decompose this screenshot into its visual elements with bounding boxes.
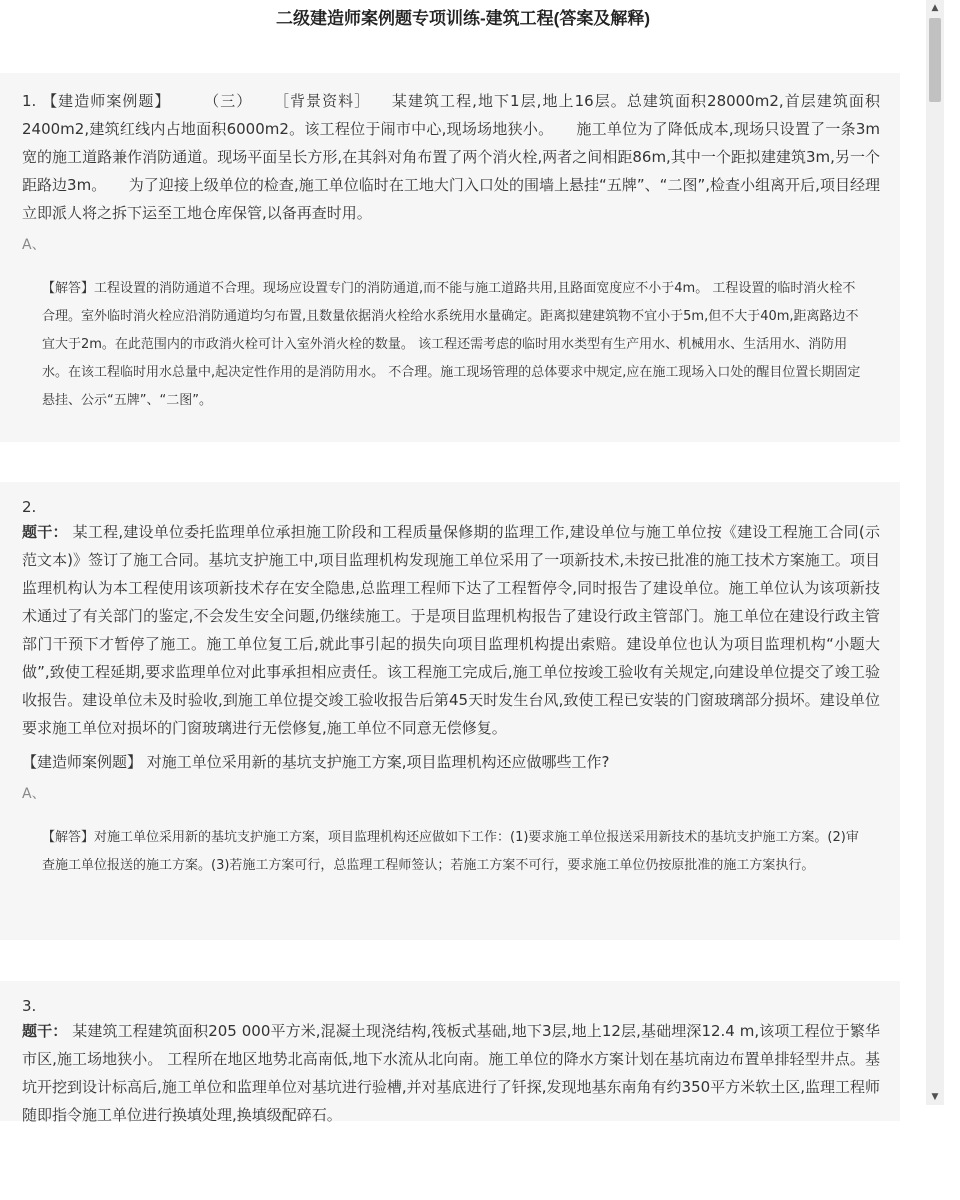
question-part: （三） [204,92,253,110]
answer-explanation: 【解答】工程设置的消防通道不合理。现场应设置专门的消防通道,而不能与施工道路共用,且路面宽度应不小于4m。 工程设置的临时消火栓不合理。室外临时消火栓应沿消防通道均匀布置,且数量依据消火栓给水系统用水量确定。距离拟建建筑物不宜小于5m,但不大于40m,距离路边不宜大于2m。在此范围内的市政消火栓可计入室外消火栓的数量。 该工程还需考虑的临时用水类型有生产用水、机械用水、生活用水、消防用水。在该工程临时用水总量中,起决定性作用的是消防用水。 不合理。施工现场管理的总体要求中规定,应在施工现场入口处的醒目位置长期固定悬挂、公示“五牌”、“二图”。 [42,281,861,408]
question-text: 某建筑工程,地下1层,地上16层。总建筑面积28000m2,首层建筑面积2400m2,建筑红线内占地面积6000m2。该工程位于闹市中心,现场场地狭小。 施工单位为了降低成本,现场只设置了一条3m宽的施工道路兼作消防通道。现场平面呈长方形,在其斜对角布置了两个消火栓,两者之间相距86m,其中一个距拟建建筑3m,另一个距路边3m。 为了迎接上级单位的检查,施工单位临时在工地大门入口处的围墙上悬挂“五牌”、“二图”,检查小组离开后,项目经理立即派人将之拆下运至工地仓库保管,以备再查时用。 [22,92,880,222]
question-tag: 【建造师案例题】 [42,92,171,110]
question-card-2 [0,482,900,940]
answer-option[interactable]: A、 [22,237,46,253]
background-label: ［背景资料］ [273,92,371,110]
stem-label: 题干： [22,1022,68,1040]
question-body [22,518,880,742]
question-card-1 [0,73,900,442]
scroll-up-arrow-icon[interactable]: ▲ [931,3,939,13]
answer-option[interactable]: A、 [22,786,46,802]
scroll-down-arrow-icon[interactable]: ▼ [931,1092,939,1102]
scrollbar-thumb[interactable] [929,18,941,102]
question-text: 某建筑工程建筑面积205 000平方米,混凝土现浇结构,筏板式基础,地下3层,地上12层,基础埋深12.4 m,该项工程位于繁华市区,施工场地狭小。 工程所在地区地势北高南低,地下水流从北向南。施工单位的降水方案计划在基坑南边布置单排轻型井点。基坑开挖到设计标高后,施工单位和监理单位对基坑进行验槽,并对基底进行了钎探,发现地基东南角有约350平方米软土区,监理工程师随即指令施工单位进行换填处理,换填级配碎石。 [22,1022,880,1124]
vertical-scrollbar[interactable] [926,0,944,1105]
question-number: 3. [22,997,37,1015]
question-number: 1. [22,92,37,110]
question-card-3 [0,981,900,1124]
question-body [22,1017,880,1129]
question-text: 某工程,建设单位委托监理单位承担施工阶段和工程质量保修期的监理工作,建设单位与施工单位按《建设工程施工合同(示范文本)》签订了施工合同。基坑支护施工中,项目监理机构发现施工单位采用了一项新技术,未按已批准的施工技术方案施工。项目监理机构认为本工程使用该项新技术存在安全隐患,总监理工程师下达了工程暂停令,同时报告了建设单位。施工单位认为该项新技术通过了有关部门的鉴定,不会发生安全问题,仍继续施工。于是项目监理机构报告了建设行政主管部门。施工单位在建设行政主管部门干预下才暂停了施工。施工单位复工后,就此事引起的损失向项目监理机构提出索赔。建设单位也认为项目监理机构“小题大做”,致使工程延期,要求监理单位对此事承担相应责任。该工程施工完成后,施工单位按竣工验收有关规定,向建设单位提交了竣工验收报告。建设单位未及时验收,到施工单位提交竣工验收报告后第45天时发生台风,致使工程已安装的门窗玻璃部分损坏。建设单位要求施工单位对损坏的门窗玻璃进行无偿修复,施工单位不同意无偿修复。 [22,523,880,737]
question-body [22,87,880,227]
question-number: 2. [22,498,37,516]
page-title: 二级建造师案例题专项训练-建筑工程(答案及解释) [276,9,650,28]
stem-label: 题干： [22,523,68,541]
sub-question: 【建造师案例题】 对施工单位采用新的基坑支护施工方案,项目监理机构还应做哪些工作? [22,753,610,771]
answer-explanation: 【解答】对施工单位采用新的基坑支护施工方案，项目监理机构还应做如下工作：(1)要求施工单位报送采用新技术的基坑支护施工方案。(2)审查施工单位报送的施工方案。(3)若施工方案可行，总监理工程师签认；若施工方案不可行，要求施工单位仍按原批准的施工方案执行。 [42,830,859,873]
